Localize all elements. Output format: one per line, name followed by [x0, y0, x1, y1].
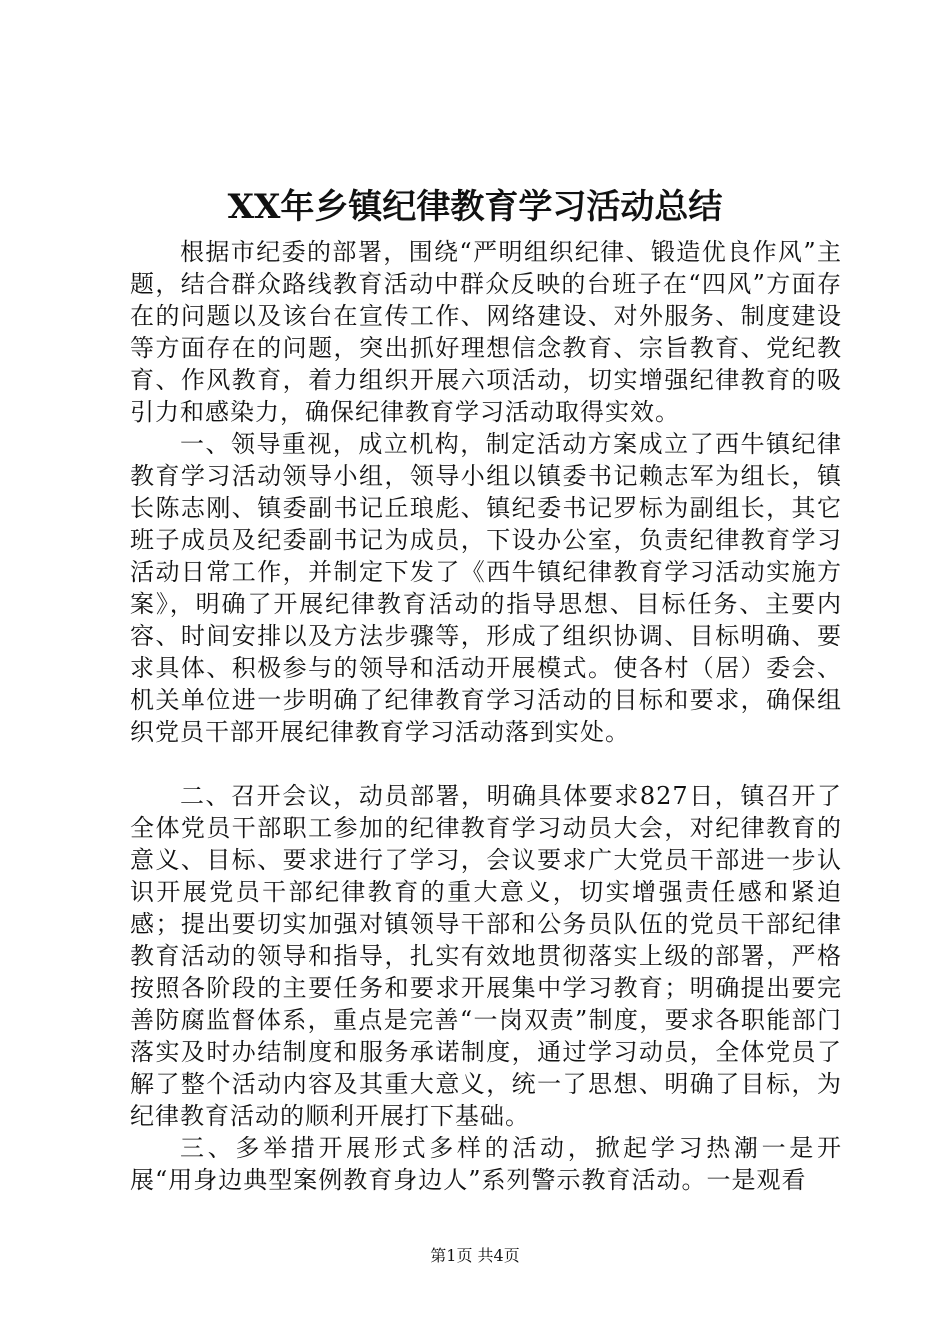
paragraph-section-1: 一、领导重视，成立机构，制定活动方案成立了西牛镇纪律教育学习活动领导小组，领导小组以镇委书记赖志军为组长，镇长陈志刚、镇委副书记丘琅彪、镇纪委书记罗标为副组长，其它班子成员及纪委副书记为成员，下设办公室，负责纪律教育学习活动日常工作，并制定下发了《西牛镇纪律教育学习活动实施方案》，明确了开展纪律教育活动的指导思想、目标任务、主要内容、时间安排以及方法步骤等，形成了组织协调、目标明确、要求具体、积极参与的领导和活动开展模式。使各村（居）委会、机关单位进一步明确了纪律教育学习活动的目标和要求，确保组织党员干部开展纪律教育学习活动落到实处。 — [130, 430, 842, 746]
paragraph-section-3: 三、多举措开展形式多样的活动，掀起学习热潮一是开展“用身边典型案例教育身边人”系列警示教育活动。一是观看 — [130, 1134, 842, 1194]
paragraph-intro: 根据市纪委的部署，围绕“严明组织纪律、锻造优良作风”主题，结合群众路线教育活动中群众反映的台班子在“四风”方面存在的问题以及该台在宣传工作、网络建设、对外服务、制度建设等方面存在的问题，突出抓好理想信念教育、宗旨教育、党纪教育、作风教育，着力组织开展六项活动，切实增强纪律教育的吸引力和感染力，确保纪律教育学习活动取得实效。 — [130, 238, 842, 426]
paragraph-section-2: 二、召开会议，动员部署，明确具体要求827日，镇召开了全体党员干部职工参加的纪律教育学习动员大会，对纪律教育的意义、目标、要求进行了学习，会议要求广大党员干部进一步认识开展党员干部纪律教育的重大意义，切实增强责任感和紧迫感；提出要切实加强对镇领导干部和公务员队伍的党员干部纪律教育活动的领导和指导，扎实有效地贯彻落实上级的部署，严格按照各阶段的主要任务和要求开展集中学习教育；明确提出要完善防腐监督体系，重点是完善“一岗双责”制度，要求各职能部门落实及时办结制度和服务承诺制度，通过学习动员，全体党员了解了整个活动内容及其重大意义，统一了思想、明确了目标，为纪律教育活动的顺利开展打下基础。 — [130, 782, 842, 1130]
page-footer: 第1页 共4页 — [430, 1246, 520, 1265]
document-body — [130, 236, 842, 1196]
document-title: XX年乡镇纪律教育学习活动总结 — [227, 187, 723, 227]
